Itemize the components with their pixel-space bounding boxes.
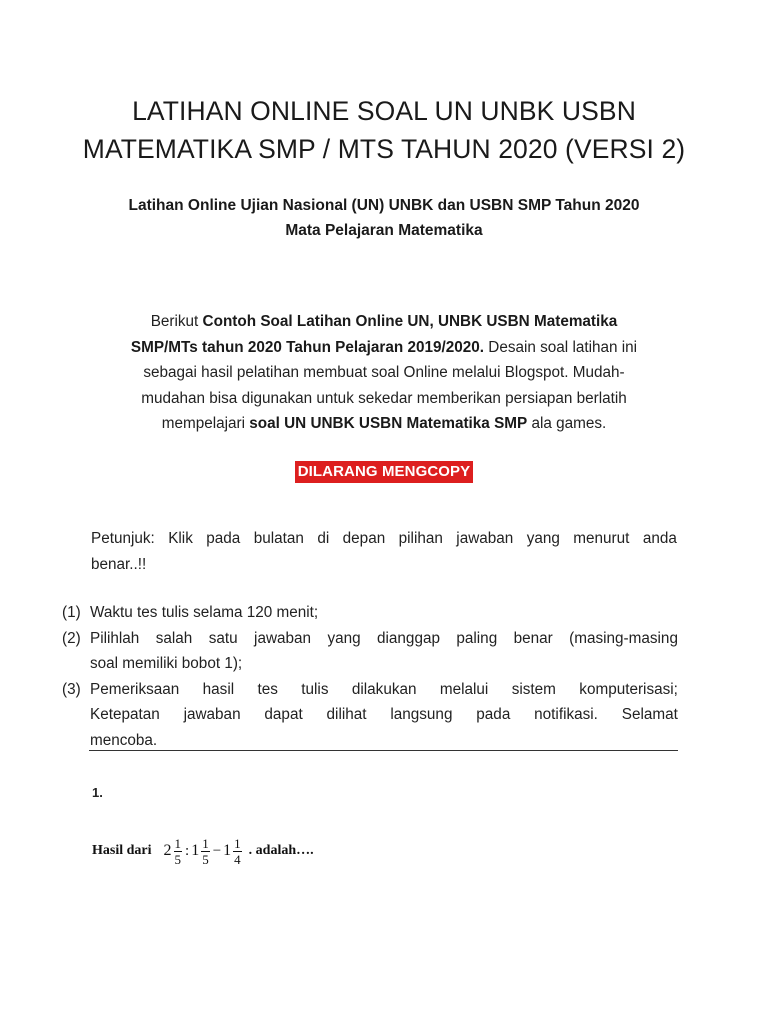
question-number: 1. [92, 785, 103, 800]
rule-number: (1) [62, 604, 81, 621]
fraction [174, 836, 183, 867]
fraction-denominator: 4 [234, 851, 241, 867]
rule-item [62, 600, 678, 626]
intro-bold-text: soal UN UNBK USBN Matematika SMP [249, 415, 528, 432]
fraction [233, 836, 242, 867]
intro-bold-text: SMP/MTs tahun 2020 Tahun Pelajaran 2019/2020. [130, 338, 485, 356]
title-line-2: MATEMATIKA SMP / MTS TAHUN 2020 (VERSI 2) [82, 134, 686, 164]
word: komputerisasi; [579, 680, 678, 698]
word: sistem [511, 680, 556, 698]
word: pada [476, 706, 511, 723]
word: tes [257, 680, 278, 698]
intro-text: Berikut [150, 313, 203, 330]
word: notifikasi. [534, 706, 598, 723]
mixed-whole: 2 [163, 842, 172, 859]
rule-item [62, 677, 678, 754]
word: melalui [439, 680, 489, 698]
mixed-number-3 [223, 836, 243, 867]
question-label: Hasil dari [92, 843, 152, 858]
word: (masing-masing [569, 629, 678, 647]
word: dilihat [326, 706, 367, 723]
intro-paragraph [60, 309, 708, 437]
word: yang [526, 530, 560, 547]
intro-line-4: mudahan bisa digunakan untuk sekedar memberikan persiapan berlatih [141, 389, 627, 407]
word: jawaban [183, 706, 241, 723]
fraction-numerator: 1 [174, 835, 182, 851]
question-tail: . adalah…. [248, 843, 314, 858]
rule-text [90, 600, 678, 626]
word: benar [513, 629, 553, 647]
instruction-line-1 [91, 526, 677, 552]
word: langsung [390, 706, 453, 723]
word: hasil [202, 680, 235, 698]
subtitle-line-2: Mata Pelajaran Matematika [285, 222, 483, 239]
rule-line: mencoba. [90, 731, 158, 749]
fraction-numerator: 1 [202, 835, 209, 851]
operator-minus: − [212, 842, 222, 859]
word: Ketepatan [90, 706, 160, 723]
rules-list [62, 600, 678, 753]
word: di [317, 530, 330, 547]
intro-line-2 [60, 335, 708, 361]
mixed-whole: 1 [191, 842, 200, 859]
page-title [60, 92, 708, 168]
warning-label: DILARANG MENGCOPY [295, 461, 474, 483]
intro-bold-text: Contoh Soal Latihan Online UN, UNBK USBN Matematika [202, 313, 618, 330]
word: anda [642, 530, 677, 547]
mixed-number-2 [191, 836, 211, 867]
word: Selamat [621, 706, 678, 723]
rule-item [62, 626, 678, 677]
word: Klik [168, 530, 193, 547]
fraction-denominator: 5 [174, 851, 182, 867]
word: Pilihlah [90, 629, 140, 647]
word: menurut [573, 530, 630, 547]
word: pilihan [398, 530, 443, 547]
rule-text [90, 677, 678, 754]
intro-line-5 [60, 411, 708, 437]
subtitle-line-1: Latihan Online Ujian Nasional (UN) UNBK dan USBN SMP Tahun 2020 [128, 197, 640, 214]
word: satu [208, 629, 238, 647]
mixed-whole: 1 [223, 842, 232, 859]
word: bulatan [253, 530, 304, 547]
rule-line: Waktu tes tulis selama 120 menit; [90, 604, 319, 621]
intro-line-1 [60, 309, 708, 335]
word: jawaban [456, 530, 514, 547]
intro-text: ala games. [527, 415, 607, 432]
question-1 [92, 826, 314, 876]
fraction-denominator: 5 [202, 851, 209, 867]
warning-container [0, 461, 768, 483]
word: dilakukan [351, 680, 417, 698]
word: paling [456, 629, 498, 647]
instruction-paragraph [91, 526, 677, 578]
rule-line [90, 702, 678, 728]
intro-text: mempelajari [161, 415, 250, 432]
rule-line [90, 626, 678, 652]
word: tulis [301, 680, 329, 698]
section-divider [89, 750, 678, 751]
word: salah [155, 629, 193, 647]
word: jawaban [254, 629, 312, 647]
word: dapat [264, 706, 303, 723]
intro-text: Desain soal latihan ini [484, 338, 638, 356]
word: depan [342, 530, 386, 547]
title-line-1: LATIHAN ONLINE SOAL UN UNBK USBN [132, 96, 636, 126]
rule-number: (2) [62, 629, 81, 647]
rule-number: (3) [62, 680, 81, 698]
mixed-number-1 [164, 836, 184, 867]
fraction [201, 836, 210, 867]
operator-divide: : [185, 842, 190, 859]
instruction-line-2: benar..!! [91, 556, 147, 573]
word: Pemeriksaan [90, 680, 180, 698]
rule-line [90, 677, 678, 703]
fraction-numerator: 1 [234, 835, 241, 851]
page-subtitle [70, 193, 698, 243]
word: Petunjuk: [91, 530, 155, 547]
word: pada [206, 530, 241, 547]
word: dianggap [377, 629, 440, 647]
rule-line: soal memiliki bobot 1); [90, 655, 243, 672]
word: yang [327, 629, 361, 647]
rule-text [90, 626, 678, 677]
intro-line-3: sebagai hasil pelatihan membuat soal Online melalui Blogspot. Mudah- [143, 364, 625, 381]
